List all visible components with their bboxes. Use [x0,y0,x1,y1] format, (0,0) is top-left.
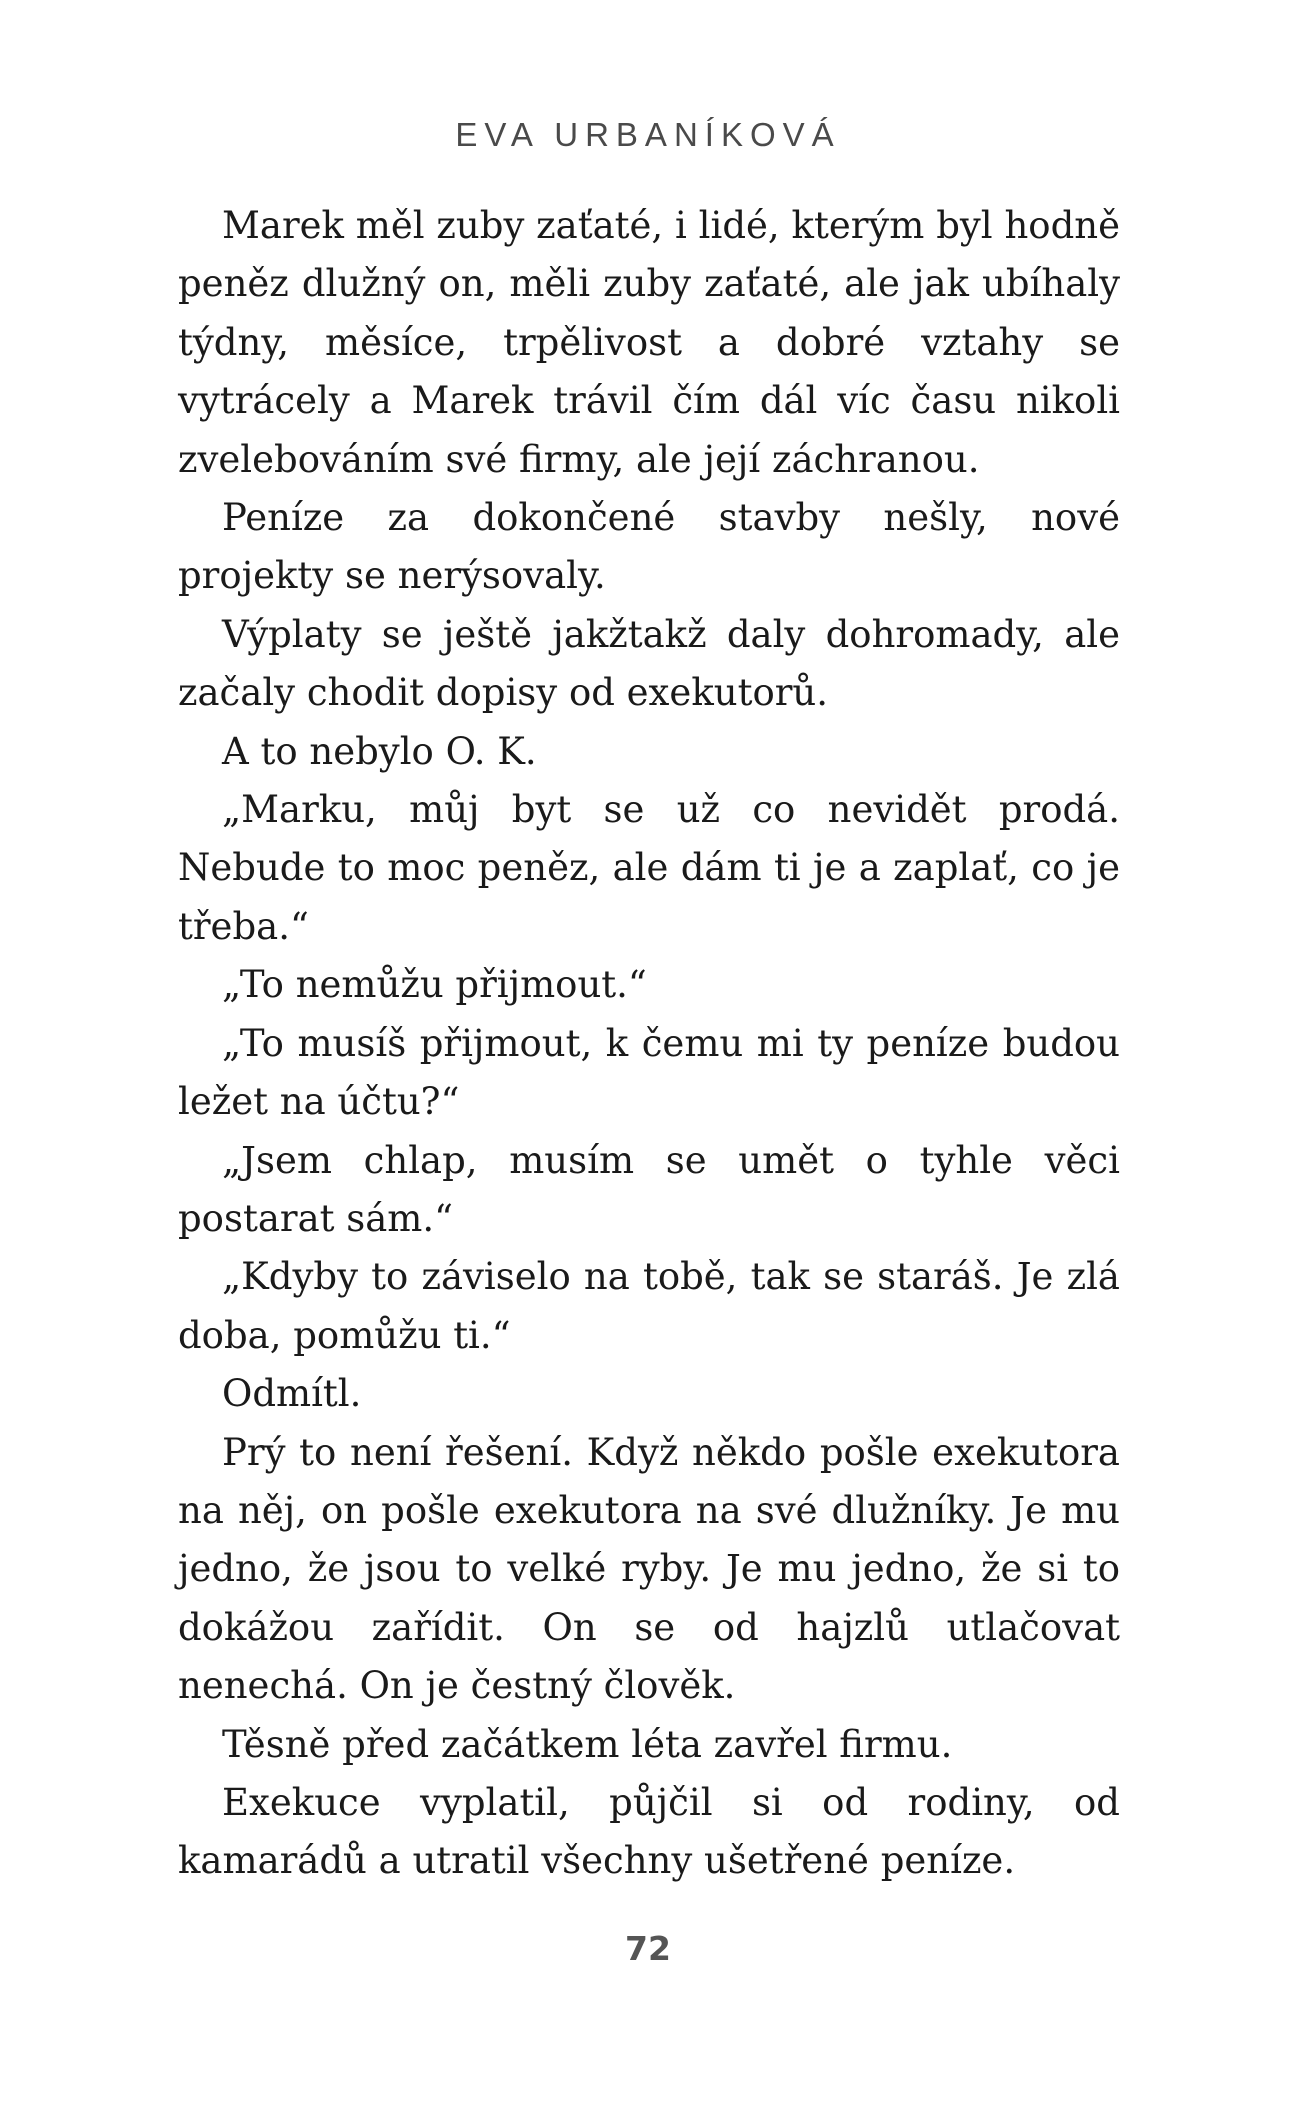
running-head-author: EVA URBANÍKOVÁ [455,116,841,153]
body-text [178,197,1120,1891]
paragraph: Exekuce vyplatil, půjčil si od rodiny, od kamarádů a utratil všechny ušetřené peníze. [178,1780,1120,1883]
paragraph: Těsně před začátkem léta zavřel firmu. [222,1722,953,1766]
paragraph: „Jsem chlap, musím se umět o tyhle věci postarat sám.“ [178,1138,1120,1240]
paragraph: „Kdyby to záviselo na tobě, tak se staráš. Je zlá doba, pomůžu ti.“ [178,1255,1120,1357]
paragraph: Prý to není řešení. Když někdo pošle exekutora na něj, on pošle exekutora na své dlužníky. Je mu jedno, že jsou to velké ryby. Je mu jedno, že si to dokážou zařídit. On se od hajzlů utlačovat nenechá. On je čestný člověk. [178,1430,1120,1708]
paragraph: Odmítl. [222,1372,362,1416]
paragraph: „To nemůžu přijmout.“ [222,963,647,1007]
paragraph: Marek měl zuby zaťaté, i lidé, kterým byl hodně peněz dlužný on, měli zuby zaťaté, ale jak ubíhaly týdny, měsíce, trpělivost a dobré vztahy se vytrácely a Marek trávil čím dál víc času nikoli zvelebováním své firmy, ale její záchranou. [178,204,1120,481]
paragraph: Peníze za dokončené stavby nešly, nové projekty se nerýsovaly. [178,496,1120,598]
paragraph: Výplaty se ještě jakžtakž daly dohromady, ale začaly chodit dopisy od exekutorů. [178,612,1120,715]
paragraph: A to nebylo O. K. [222,729,537,773]
page-number: 72 [625,1929,671,1968]
paragraph: „Marku, můj byt se už co nevidět prodá. Nebude to moc peněz, ale dám ti je a zaplať, co je třeba.“ [178,788,1120,948]
paragraph: „To musíš přijmout, k čemu mi ty peníze budou ležet na účtu?“ [178,1021,1120,1124]
